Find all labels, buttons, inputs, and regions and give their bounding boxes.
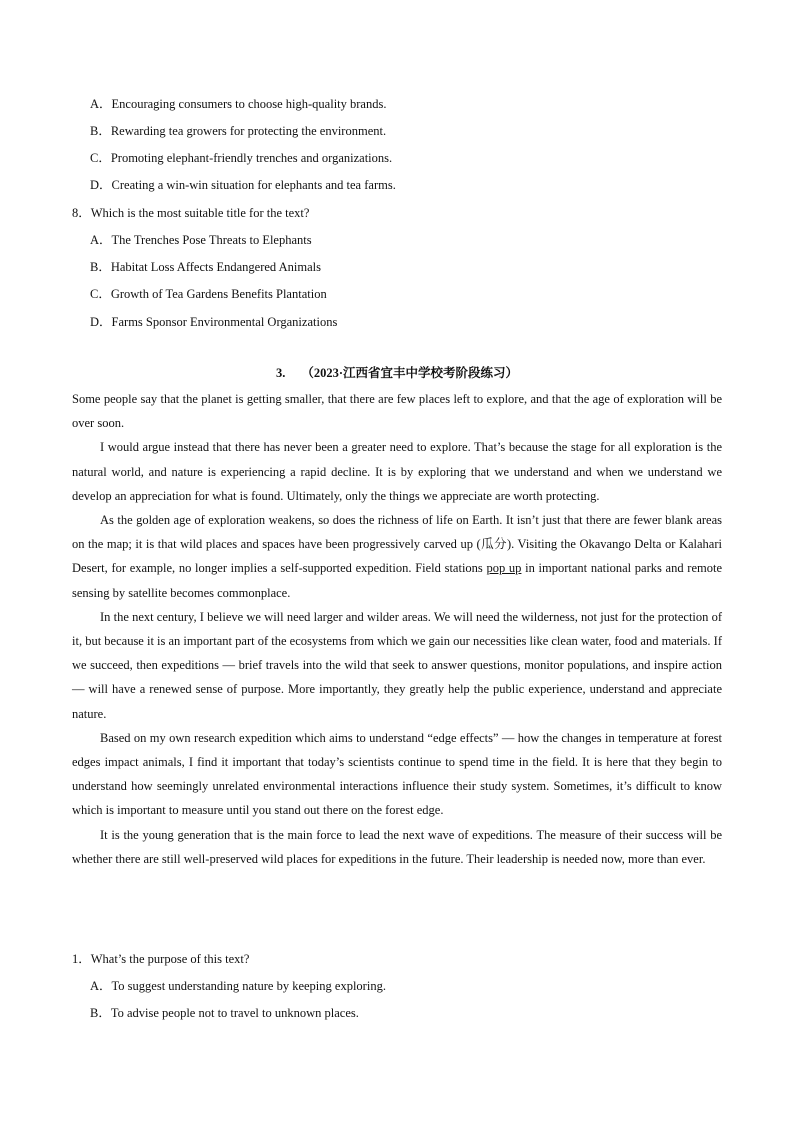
q8-option-b: B．Habitat Loss Affects Endangered Animals [90,260,321,274]
section-heading [0,365,794,381]
q1-option-a: A．To suggest understanding nature by keeping exploring. [90,979,386,993]
reading-passage [72,387,722,871]
section-source: （2023·江西省宜丰中学校考阶段练习） [301,366,519,380]
q8-option-c: C．Growth of Tea Gardens Benefits Plantation [90,287,327,301]
q1-question: 1．What’s the purpose of this text? [72,952,250,966]
passage-paragraph-5: Based on my own research expedition which aims to understand “edge effects” — how the changes in temperature at forest edges impact animals, I find it important that today’s scientists continue to spend time in the field. It is here that they begin to understand how seemingly unrelated environmental interactions influence their study system. Sometimes, it’s difficult to know which is important to measure until you stand out there on the forest edge. [72,730,722,818]
q1-option-b: B．To advise people not to travel to unknown places. [90,1006,359,1020]
passage-paragraph-3-text: As the golden age of exploration weakens, so does the richness of life on Earth. It isn’t just that there are fewer blank areas on the map; it is that wild places and spaces have been progressively carved up (瓜分). Visiting the Okavango Delta or Kalahari Desert, for example, no longer implies a self-supported expedition. Field stations [72,513,722,576]
q8-option-d: D．Farms Sponsor Environmental Organizations [90,315,338,329]
section-number: 3. [275,366,286,380]
q7-option-b: B．Rewarding tea growers for protecting the environment. [90,124,387,138]
q8-question: 8．Which is the most suitable title for the text? [72,206,310,220]
q8-option-a: A．The Trenches Pose Threats to Elephants [90,233,312,247]
passage-paragraph-4: In the next century, I believe we will need larger and wilder areas. We will need the wilderness, not just for the protection of it, but because it is an important part of the ecosystems from which we gain our necessities like clean water, food and materials. If we succeed, then expeditions — brief travels into the wild that seek to answer questions, monitor populations, and inspire action — will have a renewed sense of purpose. More importantly, they greatly help the public experience, understand and appreciate nature. [72,609,722,721]
passage-paragraph-3 [72,508,722,605]
passage-paragraph-1: Some people say that the planet is getting smaller, that there are few places left to explore, and that the age of exploration will be over soon. [72,392,722,431]
passage-paragraph-3-text-end: in important national parks and remote sensing by satellite becomes commonplace. [72,561,723,600]
q7-option-c: C．Promoting elephant-friendly trenches and organizations. [90,151,393,165]
q7-option-a: A．Encouraging consumers to choose high-quality brands. [90,97,387,111]
passage-paragraph-6: It is the young generation that is the main force to lead the next wave of expeditions. The measure of their success will be whether there are still well-preserved wild places for expeditions in the future. Their leadership is needed now, more than ever. [72,827,722,866]
passage-paragraph-2: I would argue instead that there has never been a greater need to explore. That’s because the stage for all exploration is the natural world, and nature is experiencing a rapid decline. It is by exploring that we understand and when we understand we develop an appreciation for what is found. Ultimately, only the things we appreciate are worth protecting. [72,440,722,503]
underlined-phrase: pop up [486,561,522,576]
q7-option-d: D．Creating a win-win situation for elephants and tea farms. [90,178,396,192]
